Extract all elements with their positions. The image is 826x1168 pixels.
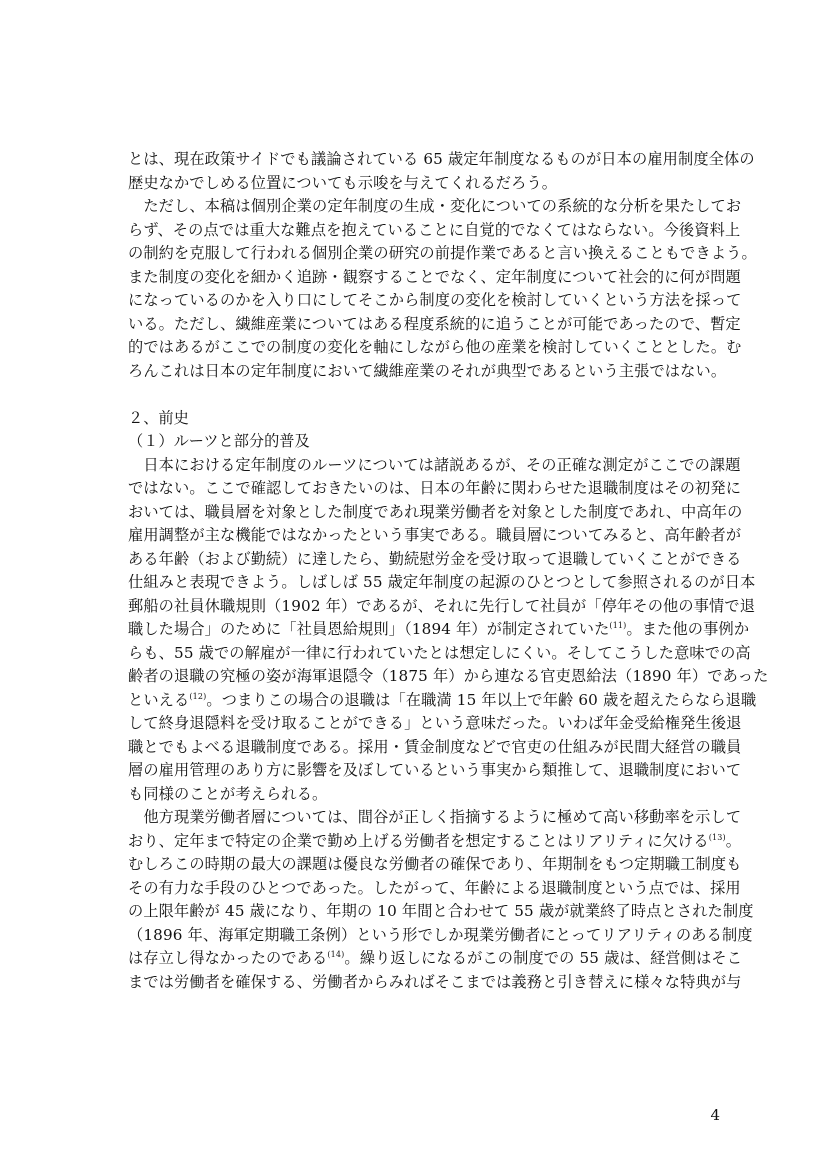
text-line: 的ではあるがここでの制度の変化を軸にしながら他の産業を検討していくこととした。む (128, 338, 742, 356)
intro-paragraph (128, 148, 757, 383)
text-line: になっているのかを入り口にしてそこから制度の変化を検討していくという方法を採って (128, 291, 742, 309)
line-text: ある年齢（および勤続）に達したら、勤続慰労金を受け取って退職していくことができる (128, 549, 742, 568)
text-line (128, 548, 742, 572)
line-text: といえる (128, 690, 190, 709)
line-text: 層の雇用管理のあり方に影響を及ぼしているという事実から類推して、退職制度において (128, 761, 742, 779)
line-text: までは労働者を確保する、労働者からみればそこまでは義務と引き替えに様々な特典が与 (128, 972, 742, 991)
line-text: その有力な手段のひとつであった。したがって、年齢による退職制度という点では、採用 (128, 878, 741, 897)
text-line (128, 477, 742, 501)
text-line (128, 783, 720, 807)
text-line (128, 501, 743, 525)
text-line (128, 877, 741, 901)
line-text: 日本における定年制度のルーツについては諸説あるが、その正確な測定がここでの課題 (128, 455, 741, 474)
text-line: ただし、本稿は個別企業の定年制度の生成・変化についての系統的な分析を果たしてお (128, 197, 742, 215)
page-content (128, 148, 769, 994)
section-heading: ２、前史 (128, 408, 189, 427)
text-line (128, 712, 742, 736)
text-line (128, 524, 742, 548)
text-line (128, 924, 753, 948)
line-text-after-ref: 。繰り返しになるがこの制度での 55 歳は、経営側はそこ (344, 949, 743, 967)
text-line (128, 806, 742, 830)
line-text-after-ref: 。つまりこの場合の退職は「在職満 15 年以上で年齢 60 歳を超えたらなら退職 (206, 690, 757, 709)
section-gap (128, 383, 720, 407)
line-text-after-ref: 。また他の事例か (626, 620, 750, 638)
text-line (128, 595, 756, 619)
line-text: 郵船の社員休職規則（1902 年）であるが、それに先行して社員が「停年その他の事情で退 (128, 596, 756, 615)
text-line: 歴史なかでしめる位置についても示唆を与えてくれるだろう。 (128, 173, 558, 192)
text-line (128, 947, 743, 971)
text-line (128, 830, 742, 854)
text-line: ろんこれは日本の定年制度において繊維産業のそれが典型であるという主張ではない。 (128, 361, 727, 380)
line-text: の上限年齢が 45 歳になり、年期の 10 年間と合わせて 55 歳が就業終了時点とされた制度 (128, 902, 754, 920)
text-line (128, 689, 757, 713)
text-line (128, 736, 742, 760)
text-line (128, 642, 751, 666)
footnote-ref: (14) (327, 950, 345, 959)
text-line: とは、現在政策サイドでも議論されている 65 歳定年制度なるものが日本の雇用制度全体の (128, 150, 755, 168)
line-text: 他方現業労働者層については、間谷が正しく指摘するように極めて高い移動率を示して (128, 808, 742, 826)
text-line (128, 853, 742, 877)
text-line (128, 618, 750, 642)
subsection-heading: （１）ルーツと部分的普及 (128, 432, 310, 450)
line-text: （1896 年、海軍定期職工条例）という形でしか現業労働者にとってリアリティのある制度 (128, 925, 753, 944)
line-text: も同様のことが考えられる。 (128, 784, 328, 803)
footnote-ref: (12) (189, 691, 207, 701)
line-text: 職とでもよべる退職制度である。採用・賃金制度などで官吏の仕組みが民間大経営の職員 (128, 737, 742, 756)
body-paragraph (128, 454, 769, 995)
line-text: おり、定年まで特定の企業で勤め上げる労働者を想定することはリアリティに欠ける (128, 831, 709, 850)
line-text: 職した場合」のために「社員恩給規則」（1894 年）が制定されていた (128, 620, 610, 638)
line-text: は存立し得なかったのである (128, 949, 328, 967)
footnote-ref: (11) (609, 621, 627, 630)
line-text: 齢者の退職の究極の姿が海軍退隠令（1875 年）から連なる官吏恩給法（1890 年）であった (128, 667, 769, 685)
text-line (128, 759, 742, 783)
text-line: いる。ただし、繊維産業についてはある程度系統的に追うことが可能であったので、暫定 (128, 314, 741, 333)
line-text: 雇用調整が主な機能ではなかったという事実である。職員層についてみると、高年齢者が (128, 526, 742, 544)
page-number: 4 (710, 1106, 720, 1124)
line-text: して終身退隠料を受け取ることができる」という意味だった。いわば年金受給権発生後退 (128, 714, 742, 732)
line-text: 仕組みと表現できよう。しばしば 55 歳定年制度の起源のひとつとして参照されるのが日本 (128, 573, 756, 591)
text-line (128, 971, 742, 995)
text-line (128, 454, 741, 478)
footnote-ref: (13) (708, 832, 726, 842)
text-line: らず、その点では重大な難点を抱えていることに自覚的でなくてはならない。今後資料上 (128, 220, 741, 239)
text-line (128, 571, 756, 595)
line-text: むしろこの時期の最大の課題は優良な労働者の確保であり、年期制をもつ定期職工制度も (128, 855, 742, 873)
line-text: らも、55 歳での解雇が一律に行われていたとは想定しにくい。そしてこうした意味での高 (128, 643, 751, 662)
line-text: ではない。ここで確認しておきたいのは、日本の年齢に関わらせた退職制度はその初発に (128, 479, 742, 497)
line-text: おいては、職員層を対象とした制度であれ現業労働者を対象とした制度であれ、中高年の (128, 502, 743, 521)
line-text-after-ref: 。 (725, 831, 742, 850)
text-line (128, 665, 769, 689)
text-line: の制約を克服して行われる個別企業の研究の前提作業であると言い換えることもできよう。 (128, 244, 757, 262)
text-line (128, 900, 754, 924)
text-line: また制度の変化を細かく追跡・観察することでなく、定年制度について社会的に何が問題 (128, 267, 741, 286)
